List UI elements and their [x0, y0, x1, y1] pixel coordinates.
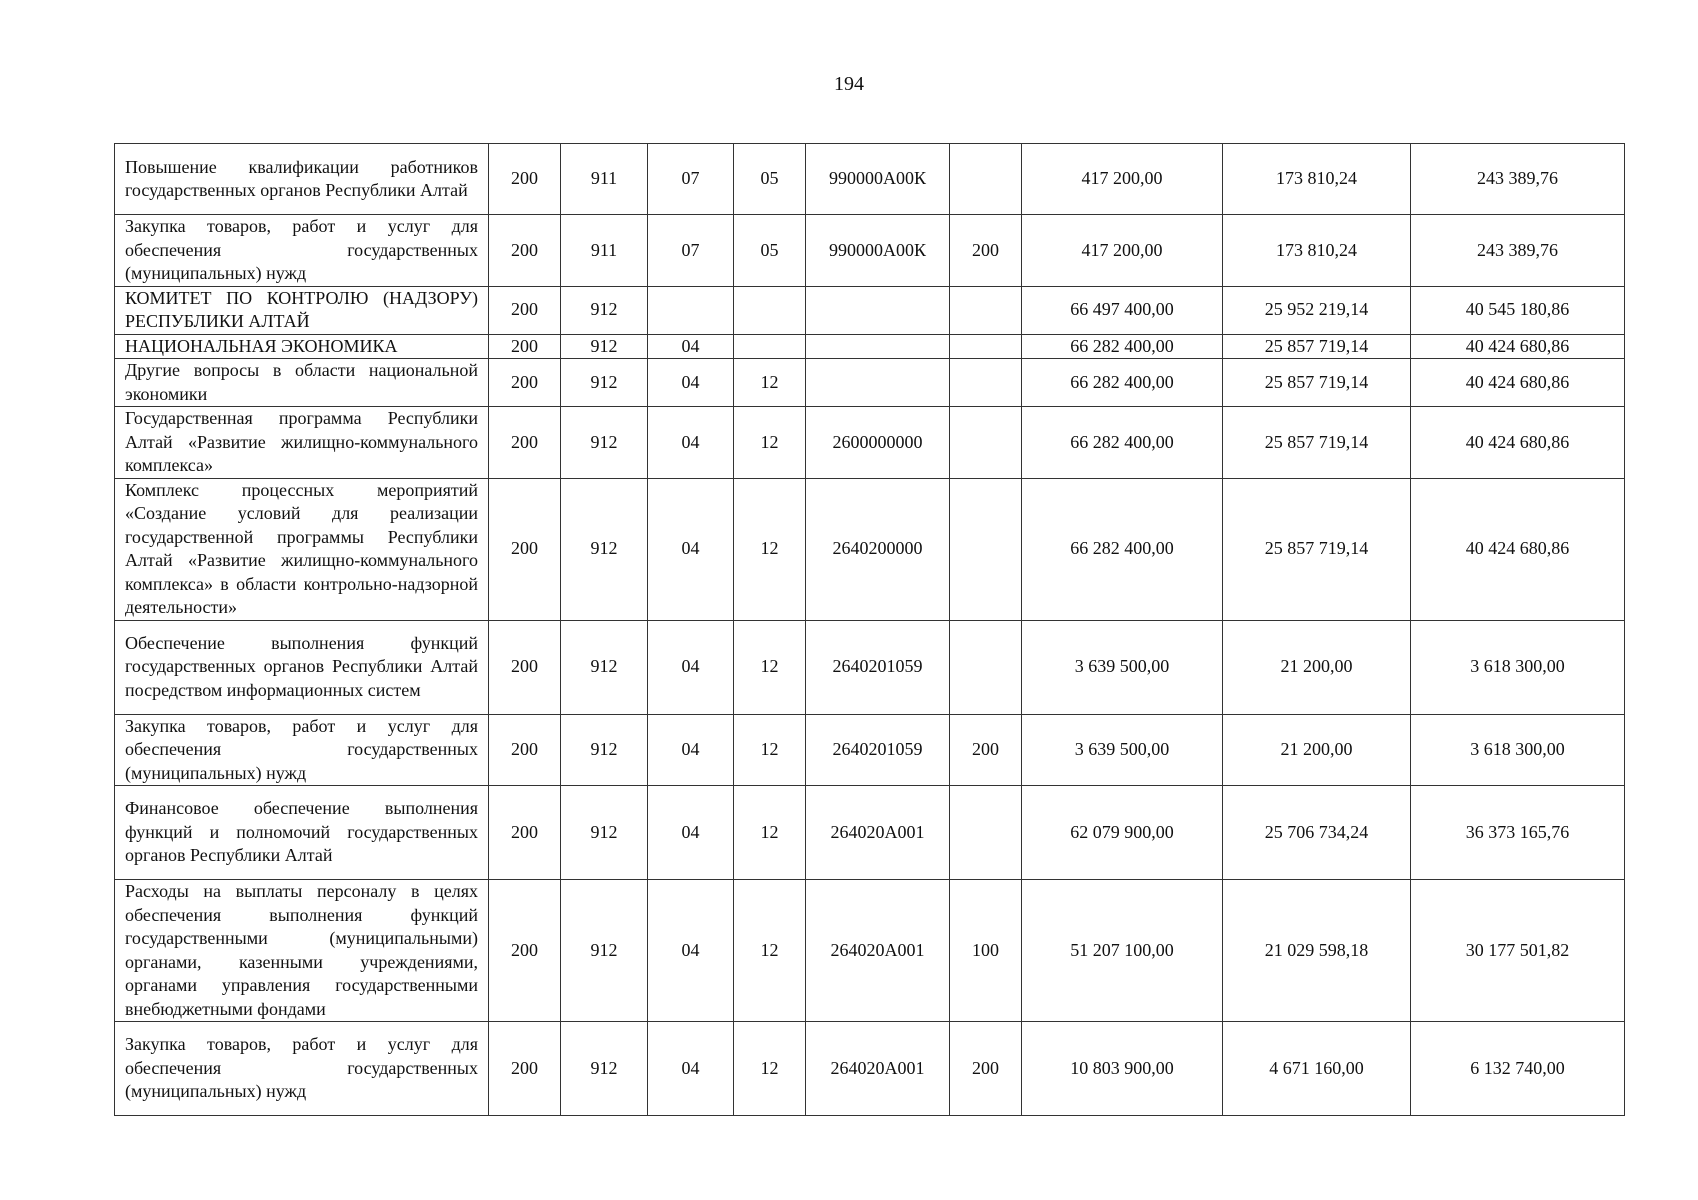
- subsection-cell: 12: [734, 1022, 806, 1116]
- ved-code-cell: 912: [561, 407, 648, 479]
- expense-type-cell: [950, 359, 1022, 407]
- row-description-cell: НАЦИОНАЛЬНАЯ ЭКОНОМИКА: [115, 334, 489, 359]
- row-description-cell: Обеспечение выполнения функций государственных органов Республики Алтай посредством информационных систем: [115, 620, 489, 714]
- section-cell: 04: [648, 359, 734, 407]
- code-200-cell: 200: [489, 334, 561, 359]
- executed-amount-cell: 25 857 719,14: [1223, 359, 1411, 407]
- executed-amount-cell: 25 706 734,24: [1223, 786, 1411, 880]
- row-description-cell: Государственная программа Республики Алтай «Развитие жилищно-коммунального комплекса»: [115, 407, 489, 479]
- section-cell: 04: [648, 620, 734, 714]
- subsection-cell: 12: [734, 620, 806, 714]
- expense-type-cell: [950, 620, 1022, 714]
- executed-amount-cell: 25 857 719,14: [1223, 407, 1411, 479]
- ved-code-cell: 912: [561, 880, 648, 1022]
- planned-amount-cell: 3 639 500,00: [1022, 620, 1223, 714]
- ved-code-cell: 911: [561, 215, 648, 287]
- section-cell: 04: [648, 407, 734, 479]
- subsection-cell: 12: [734, 478, 806, 620]
- table-body: [115, 144, 1625, 1116]
- section-cell: 04: [648, 1022, 734, 1116]
- table-row: [115, 714, 1625, 786]
- executed-amount-cell: 25 952 219,14: [1223, 286, 1411, 334]
- remaining-amount-cell: 40 424 680,86: [1411, 407, 1625, 479]
- remaining-amount-cell: 36 373 165,76: [1411, 786, 1625, 880]
- row-description-cell: Финансовое обеспечение выполнения функций и полномочий государственных органов Республики Алтай: [115, 786, 489, 880]
- code-200-cell: 200: [489, 407, 561, 479]
- ved-code-cell: 912: [561, 478, 648, 620]
- remaining-amount-cell: 40 424 680,86: [1411, 359, 1625, 407]
- ved-code-cell: 912: [561, 334, 648, 359]
- planned-amount-cell: 66 282 400,00: [1022, 359, 1223, 407]
- planned-amount-cell: 66 497 400,00: [1022, 286, 1223, 334]
- executed-amount-cell: 21 200,00: [1223, 620, 1411, 714]
- subsection-cell: 05: [734, 144, 806, 215]
- ved-code-cell: 912: [561, 620, 648, 714]
- planned-amount-cell: 417 200,00: [1022, 215, 1223, 287]
- target-article-cell: [806, 359, 950, 407]
- subsection-cell: 12: [734, 714, 806, 786]
- table-row: [115, 1022, 1625, 1116]
- section-cell: 04: [648, 714, 734, 786]
- table-row: [115, 407, 1625, 479]
- planned-amount-cell: 62 079 900,00: [1022, 786, 1223, 880]
- expense-type-cell: 200: [950, 215, 1022, 287]
- target-article-cell: 2640200000: [806, 478, 950, 620]
- expense-type-cell: [950, 407, 1022, 479]
- planned-amount-cell: 66 282 400,00: [1022, 478, 1223, 620]
- table-row: [115, 786, 1625, 880]
- executed-amount-cell: 25 857 719,14: [1223, 334, 1411, 359]
- remaining-amount-cell: 243 389,76: [1411, 144, 1625, 215]
- section-cell: 04: [648, 478, 734, 620]
- planned-amount-cell: 417 200,00: [1022, 144, 1223, 215]
- section-cell: 07: [648, 144, 734, 215]
- row-description-cell: Повышение квалификации работников государственных органов Республики Алтай: [115, 144, 489, 215]
- section-cell: 04: [648, 334, 734, 359]
- section-cell: 04: [648, 880, 734, 1022]
- section-cell: 07: [648, 215, 734, 287]
- target-article-cell: 264020А001: [806, 1022, 950, 1116]
- code-200-cell: 200: [489, 714, 561, 786]
- executed-amount-cell: 4 671 160,00: [1223, 1022, 1411, 1116]
- code-200-cell: 200: [489, 1022, 561, 1116]
- subsection-cell: 12: [734, 359, 806, 407]
- row-description-cell: Закупка товаров, работ и услуг для обеспечения государственных (муниципальных) нужд: [115, 1022, 489, 1116]
- expense-type-cell: 100: [950, 880, 1022, 1022]
- executed-amount-cell: 21 200,00: [1223, 714, 1411, 786]
- target-article-cell: 2600000000: [806, 407, 950, 479]
- section-cell: [648, 286, 734, 334]
- expense-type-cell: [950, 334, 1022, 359]
- ved-code-cell: 911: [561, 144, 648, 215]
- page-number: 194: [834, 73, 864, 95]
- row-description-cell: Другие вопросы в области национальной экономики: [115, 359, 489, 407]
- row-description-cell: Расходы на выплаты персоналу в целях обеспечения выполнения функций государственными (муниципальными) органами, казенными учреждениями, органами управления государственными внебюджетными фондами: [115, 880, 489, 1022]
- remaining-amount-cell: 3 618 300,00: [1411, 620, 1625, 714]
- expense-type-cell: [950, 144, 1022, 215]
- code-200-cell: 200: [489, 478, 561, 620]
- row-description-cell: КОМИТЕТ ПО КОНТРОЛЮ (НАДЗОРУ) РЕСПУБЛИКИ АЛТАЙ: [115, 286, 489, 334]
- code-200-cell: 200: [489, 359, 561, 407]
- row-description-cell: Закупка товаров, работ и услуг для обеспечения государственных (муниципальных) нужд: [115, 714, 489, 786]
- table-row: [115, 144, 1625, 215]
- subsection-cell: [734, 286, 806, 334]
- remaining-amount-cell: 40 545 180,86: [1411, 286, 1625, 334]
- subsection-cell: 12: [734, 407, 806, 479]
- subsection-cell: 12: [734, 786, 806, 880]
- subsection-cell: 05: [734, 215, 806, 287]
- remaining-amount-cell: 3 618 300,00: [1411, 714, 1625, 786]
- code-200-cell: 200: [489, 620, 561, 714]
- target-article-cell: [806, 334, 950, 359]
- code-200-cell: 200: [489, 286, 561, 334]
- planned-amount-cell: 66 282 400,00: [1022, 407, 1223, 479]
- budget-table: [114, 143, 1625, 1116]
- planned-amount-cell: 51 207 100,00: [1022, 880, 1223, 1022]
- table-row: [115, 880, 1625, 1022]
- expense-type-cell: [950, 286, 1022, 334]
- target-article-cell: [806, 286, 950, 334]
- remaining-amount-cell: 243 389,76: [1411, 215, 1625, 287]
- table-row: [115, 215, 1625, 287]
- ved-code-cell: 912: [561, 1022, 648, 1116]
- ved-code-cell: 912: [561, 786, 648, 880]
- executed-amount-cell: 173 810,24: [1223, 215, 1411, 287]
- table-row: [115, 359, 1625, 407]
- code-200-cell: 200: [489, 144, 561, 215]
- ved-code-cell: 912: [561, 359, 648, 407]
- target-article-cell: 264020А001: [806, 880, 950, 1022]
- executed-amount-cell: 173 810,24: [1223, 144, 1411, 215]
- remaining-amount-cell: 40 424 680,86: [1411, 334, 1625, 359]
- target-article-cell: 2640201059: [806, 620, 950, 714]
- planned-amount-cell: 10 803 900,00: [1022, 1022, 1223, 1116]
- code-200-cell: 200: [489, 880, 561, 1022]
- table-row: [115, 334, 1625, 359]
- target-article-cell: 2640201059: [806, 714, 950, 786]
- subsection-cell: [734, 334, 806, 359]
- ved-code-cell: 912: [561, 286, 648, 334]
- target-article-cell: 990000А00К: [806, 144, 950, 215]
- ved-code-cell: 912: [561, 714, 648, 786]
- row-description-cell: Комплекс процессных мероприятий «Создание условий для реализации государственной программы Республики Алтай «Развитие жилищно-коммунального комплекса» в области контрольно-надзорной деятельности»: [115, 478, 489, 620]
- executed-amount-cell: 25 857 719,14: [1223, 478, 1411, 620]
- table-row: [115, 478, 1625, 620]
- remaining-amount-cell: 30 177 501,82: [1411, 880, 1625, 1022]
- remaining-amount-cell: 6 132 740,00: [1411, 1022, 1625, 1116]
- table-row: [115, 286, 1625, 334]
- expense-type-cell: 200: [950, 1022, 1022, 1116]
- table-row: [115, 620, 1625, 714]
- row-description-cell: Закупка товаров, работ и услуг для обеспечения государственных (муниципальных) нужд: [115, 215, 489, 287]
- target-article-cell: 264020А001: [806, 786, 950, 880]
- code-200-cell: 200: [489, 786, 561, 880]
- expense-type-cell: 200: [950, 714, 1022, 786]
- code-200-cell: 200: [489, 215, 561, 287]
- executed-amount-cell: 21 029 598,18: [1223, 880, 1411, 1022]
- subsection-cell: 12: [734, 880, 806, 1022]
- planned-amount-cell: 3 639 500,00: [1022, 714, 1223, 786]
- target-article-cell: 990000А00К: [806, 215, 950, 287]
- planned-amount-cell: 66 282 400,00: [1022, 334, 1223, 359]
- remaining-amount-cell: 40 424 680,86: [1411, 478, 1625, 620]
- expense-type-cell: [950, 478, 1022, 620]
- section-cell: 04: [648, 786, 734, 880]
- expense-type-cell: [950, 786, 1022, 880]
